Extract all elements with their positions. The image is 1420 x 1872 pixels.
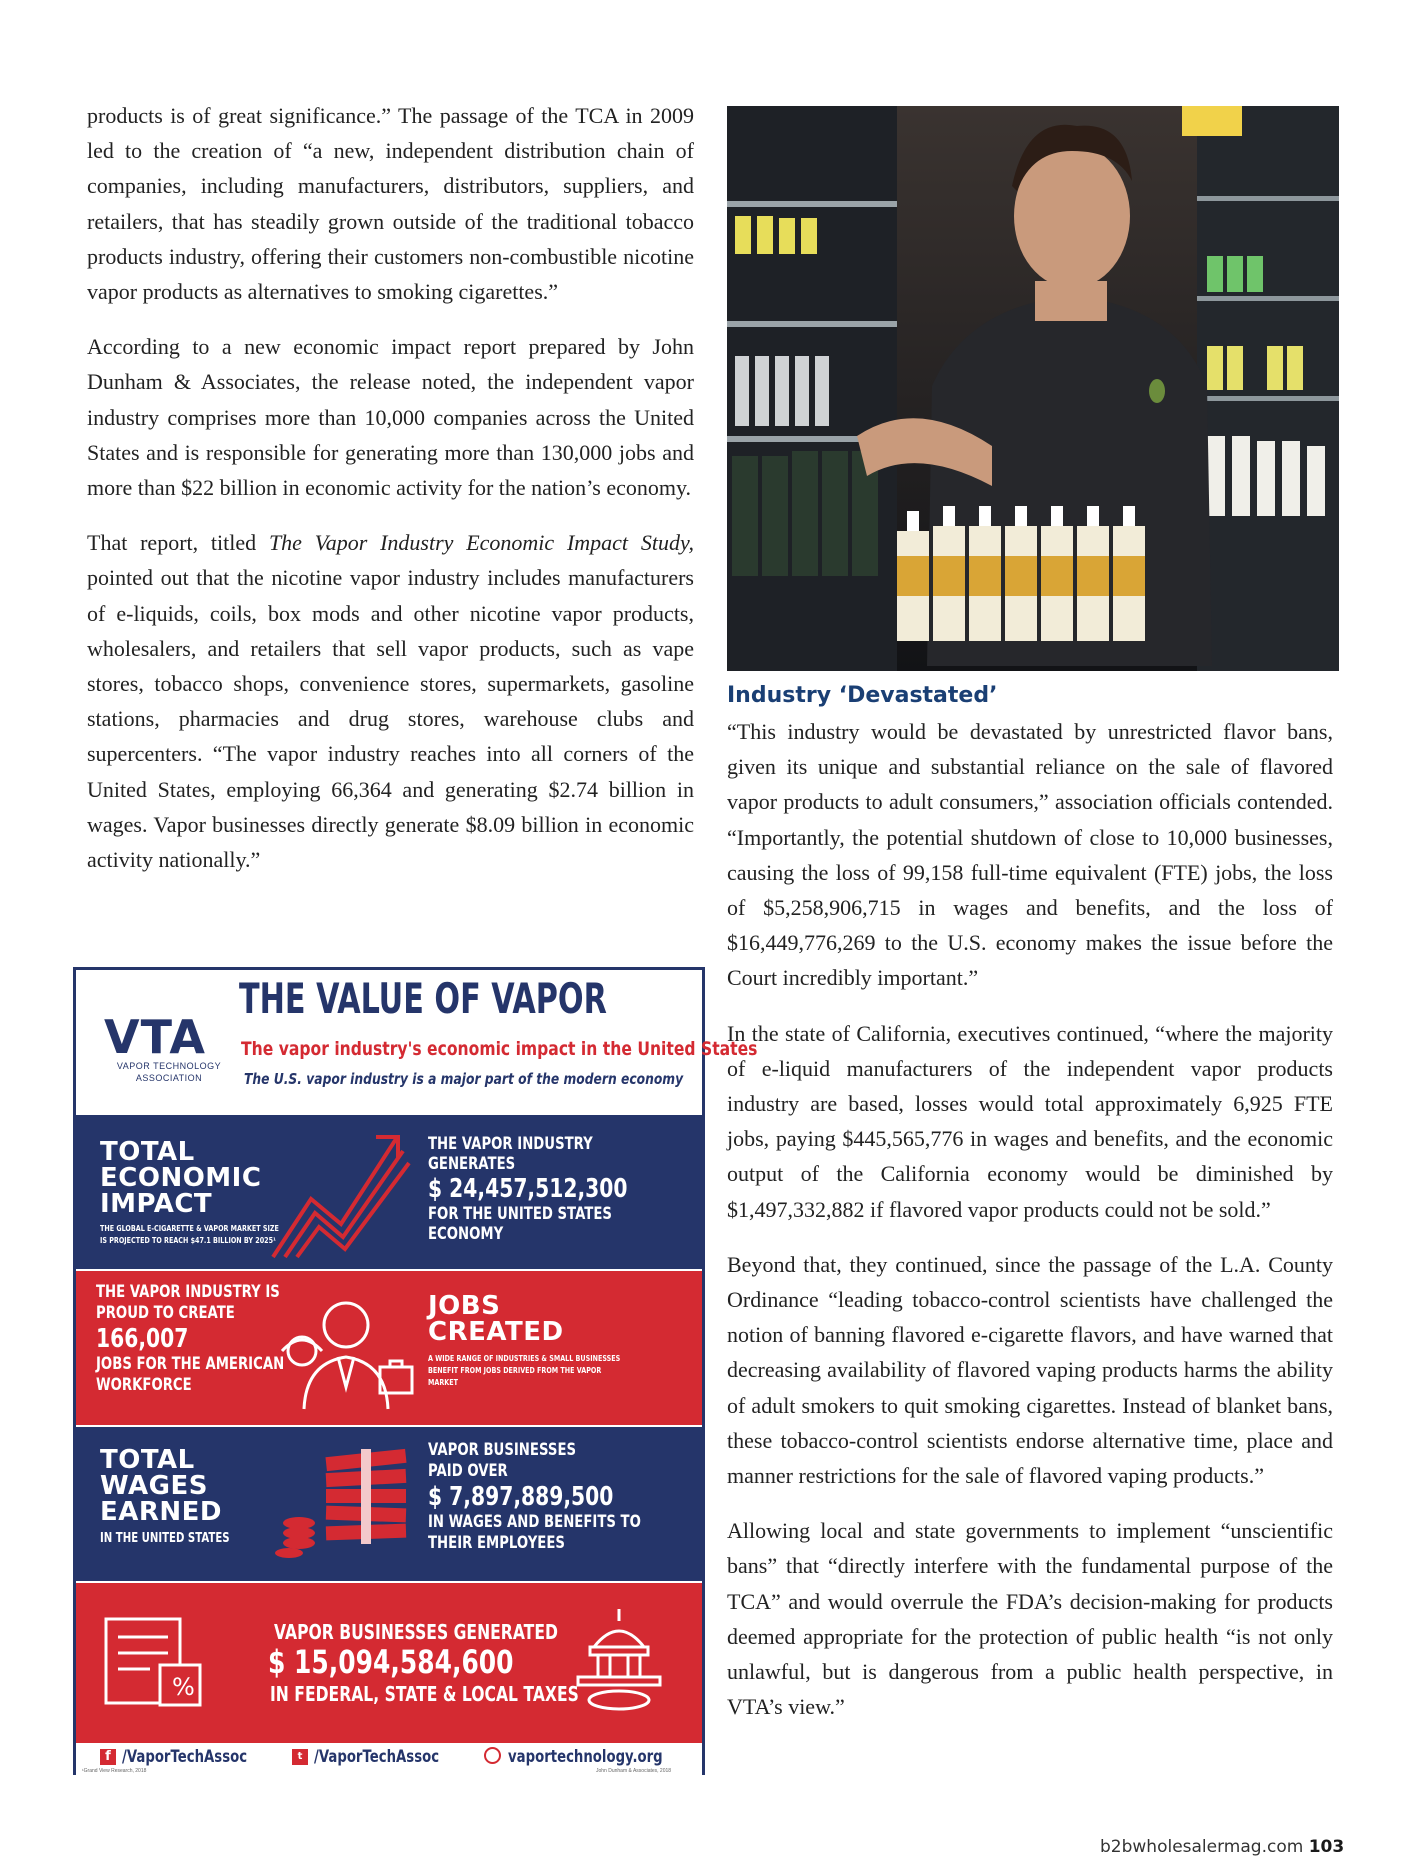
econ-right-3: FOR THE UNITED STATES [428, 1204, 612, 1224]
page-footer [1100, 1837, 1344, 1857]
report-title: The Vapor Industry Economic Impact Study, [268, 530, 695, 556]
paragraph: “This industry would be devastated by unrestricted flavor bans, given its unique and substantial reliance on the sale of flavored vapor products to adult consumers,” association officials contended. “Importantly, the potential shutdown of close to 10,000 businesses, causing the loss of 99,158 full-time equivalent (FTE) jobs, the loss of $5,258,906,715 in wages and benefits, and the loss of $16,449,776,269 to the U.S. economy makes the issue before the Court incredibly important.” [727, 719, 1333, 991]
left-column [87, 98, 694, 897]
jobs-heading-2: CREATED [428, 1317, 564, 1347]
infographic-header [76, 970, 758, 1115]
econ-right-1: THE VAPOR INDUSTRY [428, 1134, 593, 1154]
jobs-heading-1: JOBS [428, 1291, 501, 1321]
econ-right-4: ECONOMY [428, 1224, 504, 1244]
paragraph-text: That report, titled [87, 530, 269, 556]
paragraph [87, 525, 694, 877]
jobs-left-4: WORKFORCE [96, 1375, 192, 1395]
page-number: 103 [1308, 1837, 1345, 1857]
paragraph: In the state of California, executives continued, “where the majority of e-liquid manufacturers of the independent vapor products industry are based, losses would total approximately 6,925 FTE jobs, paying $445,565,776 in wages and benefits, and the economic output of the California economy would be diminished by $1,497,332,882 if flavored vapor products could not be sold.” [727, 1020, 1333, 1222]
wages-heading-3: EARNED [100, 1497, 223, 1527]
vta-logo-subtitle: VAPOR TECHNOLOGY ASSOCIATION [116, 1061, 222, 1083]
infographic-footer [76, 1743, 702, 1775]
paragraph-text: pointed out that the nicotine vapor industry includes manufacturers of e-liquids, coils, box mods and other nicotine vapor products, wholesalers, and retailers that sell vapor products, such as vape stores, tobacco shops, convenience stores, supermarkets, gasoline stations, pharmacies and drug stores, warehouse clubs and supercenters. “The vapor industry reaches into all corners of the United States, employing 66,364 and generating $2.74 billion in wages. Vapor businesses directly generate $8.09 billion in economic activity nationally.” [87, 565, 694, 873]
paragraph: products is of great significance.” The passage of the TCA in 2009 led to the creation of “a new, independent distribution chain of companies, including manufacturers, distributors, suppliers, and retailers, that has steadily grown outside of the traditional tobacco products industry, offering their customers non-combustible nicotine vapor products as alternatives to smoking cigarettes.” [87, 103, 694, 305]
wages-heading-1: TOTAL [100, 1445, 195, 1475]
workers-icon [276, 1291, 416, 1411]
jobs-left-1: THE VAPOR INDUSTRY IS [96, 1282, 280, 1302]
wages-heading-2: WAGES [100, 1471, 208, 1501]
money-stack-icon [281, 1443, 416, 1563]
value-of-vapor-infographic [73, 967, 758, 1775]
source-right: John Dunham & Associates, 2018 [596, 1768, 672, 1774]
source-left: ¹Grand View Research, 2018 [82, 1768, 147, 1774]
paragraph: According to a new economic impact report prepared by John Dunham & Associates, the release noted, the independent vapor industry comprises more than 10,000 companies across the United States and is responsible for generating more than 130,000 jobs and more than $22 billion in economic activity for the nation’s economy. [87, 334, 694, 501]
paragraph: Allowing local and state governments to implement “unscientific bans” that “directly interfere with the fundamental purpose of the TCA” and would overrule the FDA’s decision-making for products deemed appropriate for the protection of public health “is not only unlawful, but is dangerous from a public health perspective, in VTA’s view.” [727, 1518, 1333, 1720]
econ-heading-1: TOTAL [100, 1137, 195, 1167]
svg-text:%: % [172, 1673, 195, 1701]
facebook-icon: f [100, 1749, 116, 1765]
capitol-icon [564, 1605, 674, 1715]
tax-form-icon [100, 1613, 210, 1713]
jobs-note-3: MARKET [428, 1378, 458, 1387]
twitter-handle: /VaporTechAssoc [314, 1747, 440, 1767]
vape-shop-photo [727, 106, 1339, 671]
jobs-note-1: A WIDE RANGE OF INDUSTRIES & SMALL BUSINESSES [428, 1354, 621, 1363]
infographic-tagline: The U.S. vapor industry is a major part of the modern economy [244, 1070, 684, 1088]
wages-right-1: VAPOR BUSINESSES [428, 1440, 577, 1460]
taxes-line-2: IN FEDERAL, STATE & LOCAL TAXES [270, 1682, 579, 1706]
wages-right-3: IN WAGES AND BENEFITS TO [428, 1512, 641, 1532]
globe-icon [484, 1747, 501, 1764]
facebook-handle: /VaporTechAssoc [122, 1747, 248, 1767]
wages-note: IN THE UNITED STATES [100, 1531, 230, 1546]
jobs-left-2: PROUD TO CREATE [96, 1303, 235, 1323]
twitter-icon: t [292, 1749, 308, 1765]
taxes-band [76, 1583, 702, 1743]
jobs-note-2: BENEFIT FROM JOBS DERIVED FROM THE VAPOR [428, 1366, 602, 1375]
taxes-amount: $ 15,094,584,600 [268, 1643, 514, 1681]
jobs-left-3: JOBS FOR THE AMERICAN [96, 1354, 285, 1374]
right-column [727, 683, 1333, 1744]
econ-note-2: IS PROJECTED TO REACH $47.1 BILLION BY 2025¹ [100, 1236, 276, 1245]
econ-amount: $ 24,457,512,300 [428, 1174, 628, 1204]
economic-impact-band [76, 1115, 702, 1269]
section-heading: Industry ‘Devastated’ [727, 683, 998, 708]
econ-right-2: GENERATES [428, 1154, 516, 1174]
econ-heading-3: IMPACT [100, 1189, 213, 1219]
infographic-title: THE VALUE OF VAPOR [239, 974, 607, 1023]
econ-heading-2: ECONOMIC [100, 1163, 262, 1193]
site-url: b2bwholesalermag.com [1100, 1837, 1304, 1857]
photo-illustration [727, 106, 1339, 671]
growth-chart-icon [271, 1129, 411, 1259]
wages-amount: $ 7,897,889,500 [428, 1482, 614, 1512]
wages-right-4: THEIR EMPLOYEES [428, 1533, 565, 1553]
vta-logo: VTA [104, 1010, 207, 1064]
wages-band [76, 1427, 702, 1581]
jobs-number: 166,007 [96, 1324, 189, 1354]
jobs-band [76, 1271, 702, 1425]
paragraph: Beyond that, they continued, since the passage of the L.A. County Ordinance “leading tobacco-control scientists have challenged the notion of banning flavored e-cigarette flavors, and have warned that decreasing availability of flavored vaping products harms the ability of adult smokers to quit smoking cigarettes. Instead of blanket bans, these tobacco-control scientists endorse alternative time, place and manner restrictions for the sale of flavored vaping products.” [727, 1251, 1333, 1489]
econ-note-1: THE GLOBAL E-CIGARETTE & VAPOR MARKET SIZE [100, 1224, 279, 1233]
website: vaportechnology.org [508, 1747, 663, 1767]
taxes-line-1: VAPOR BUSINESSES GENERATED [274, 1620, 558, 1644]
infographic-subtitle: The vapor industry's economic impact in the United States [241, 1038, 758, 1060]
wages-right-2: PAID OVER [428, 1461, 508, 1481]
